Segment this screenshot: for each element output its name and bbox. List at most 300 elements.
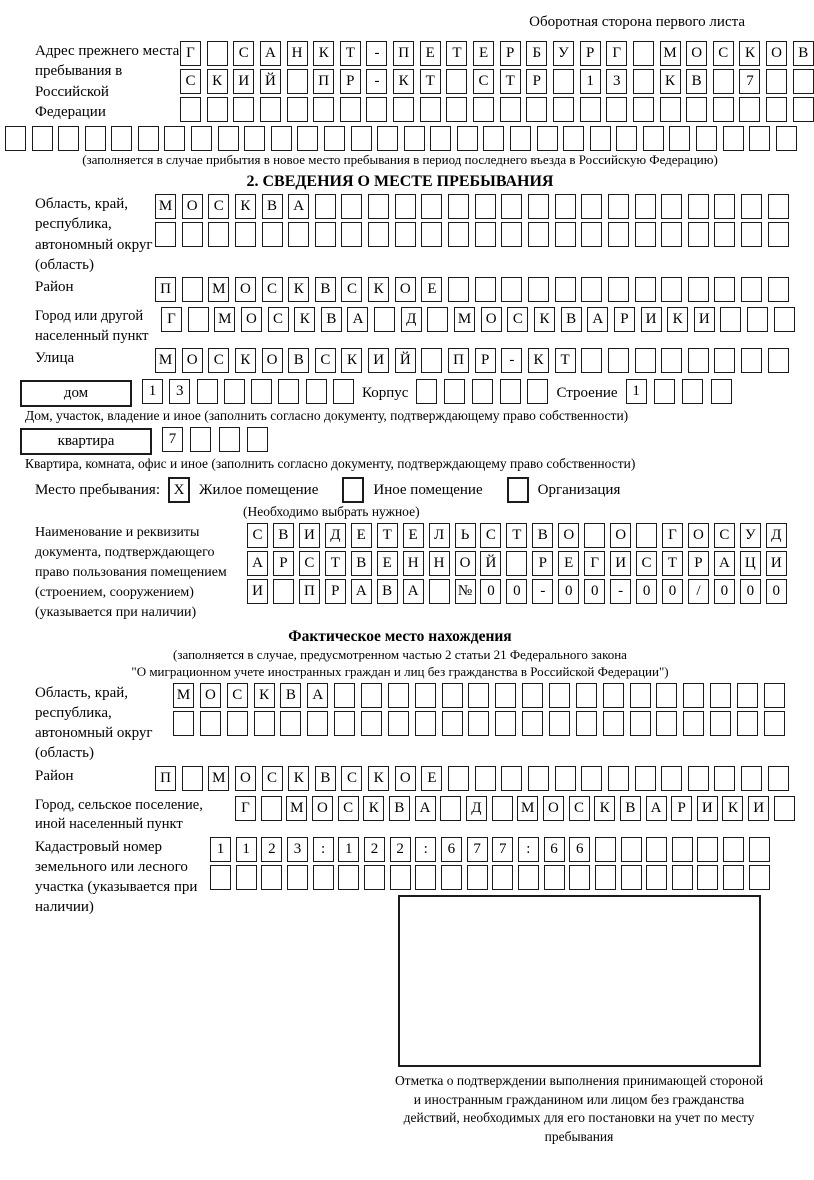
- char-box[interactable]: [429, 579, 450, 604]
- char-box[interactable]: С: [480, 523, 501, 548]
- char-box[interactable]: П: [155, 277, 176, 302]
- char-box[interactable]: К: [722, 796, 743, 821]
- char-box[interactable]: [273, 579, 294, 604]
- char-box[interactable]: [633, 97, 654, 122]
- char-box[interactable]: [313, 97, 334, 122]
- char-box[interactable]: [741, 348, 762, 373]
- char-box[interactable]: [581, 222, 602, 247]
- char-box[interactable]: [261, 865, 282, 890]
- char-box[interactable]: [374, 307, 395, 332]
- checkbox-other-premises[interactable]: [342, 477, 364, 503]
- char-box[interactable]: [492, 796, 513, 821]
- char-box[interactable]: :: [415, 837, 436, 862]
- char-box[interactable]: [500, 379, 521, 404]
- char-box[interactable]: [288, 222, 309, 247]
- char-box[interactable]: Е: [377, 551, 398, 576]
- char-box[interactable]: 0: [584, 579, 605, 604]
- char-box[interactable]: [713, 69, 734, 94]
- char-box[interactable]: [793, 69, 814, 94]
- char-box[interactable]: [723, 126, 744, 151]
- char-box[interactable]: [182, 766, 203, 791]
- char-box[interactable]: [393, 97, 414, 122]
- char-box[interactable]: Р: [526, 69, 547, 94]
- char-box[interactable]: [669, 126, 690, 151]
- char-box[interactable]: И: [766, 551, 787, 576]
- char-box[interactable]: [377, 126, 398, 151]
- char-box[interactable]: [553, 97, 574, 122]
- char-box[interactable]: [527, 379, 548, 404]
- char-box[interactable]: [672, 865, 693, 890]
- char-box[interactable]: М: [660, 41, 681, 66]
- char-box[interactable]: [233, 97, 254, 122]
- char-box[interactable]: [501, 222, 522, 247]
- char-box[interactable]: И: [610, 551, 631, 576]
- char-box[interactable]: О: [395, 766, 416, 791]
- char-box[interactable]: [580, 97, 601, 122]
- char-box[interactable]: [58, 126, 79, 151]
- char-box[interactable]: С: [338, 796, 359, 821]
- char-box[interactable]: [635, 222, 656, 247]
- char-box[interactable]: [776, 126, 797, 151]
- char-box[interactable]: А: [415, 796, 436, 821]
- char-box[interactable]: В: [389, 796, 410, 821]
- char-box[interactable]: [483, 126, 504, 151]
- char-box[interactable]: В: [288, 348, 309, 373]
- char-box[interactable]: А: [288, 194, 309, 219]
- char-box[interactable]: К: [393, 69, 414, 94]
- char-box[interactable]: [388, 711, 409, 736]
- char-box[interactable]: Р: [500, 41, 521, 66]
- char-box[interactable]: 6: [544, 837, 565, 862]
- char-box[interactable]: [251, 379, 272, 404]
- char-box[interactable]: [774, 307, 795, 332]
- char-box[interactable]: С: [569, 796, 590, 821]
- char-box[interactable]: О: [558, 523, 579, 548]
- char-box[interactable]: [635, 277, 656, 302]
- char-box[interactable]: В: [377, 579, 398, 604]
- char-box[interactable]: 1: [210, 837, 231, 862]
- char-box[interactable]: [501, 277, 522, 302]
- char-box[interactable]: [421, 194, 442, 219]
- char-box[interactable]: П: [313, 69, 334, 94]
- char-box[interactable]: [768, 766, 789, 791]
- char-box[interactable]: У: [740, 523, 761, 548]
- char-box[interactable]: Т: [325, 551, 346, 576]
- char-box[interactable]: [368, 194, 389, 219]
- char-box[interactable]: Р: [532, 551, 553, 576]
- char-box[interactable]: -: [532, 579, 553, 604]
- char-box[interactable]: 1: [142, 379, 163, 404]
- char-box[interactable]: [421, 222, 442, 247]
- char-box[interactable]: [688, 348, 709, 373]
- char-box[interactable]: [5, 126, 26, 151]
- char-box[interactable]: [555, 194, 576, 219]
- char-box[interactable]: [635, 766, 656, 791]
- char-box[interactable]: [262, 222, 283, 247]
- char-box[interactable]: И: [641, 307, 662, 332]
- char-box[interactable]: С: [507, 307, 528, 332]
- char-box[interactable]: С: [247, 523, 268, 548]
- char-box[interactable]: -: [366, 69, 387, 94]
- char-box[interactable]: [749, 126, 770, 151]
- char-box[interactable]: [210, 865, 231, 890]
- char-box[interactable]: [633, 69, 654, 94]
- char-box[interactable]: [334, 711, 355, 736]
- char-box[interactable]: А: [587, 307, 608, 332]
- char-box[interactable]: С: [262, 277, 283, 302]
- char-box[interactable]: [224, 379, 245, 404]
- char-box[interactable]: Ц: [740, 551, 761, 576]
- char-box[interactable]: 1: [626, 379, 647, 404]
- char-box[interactable]: [430, 126, 451, 151]
- char-box[interactable]: [555, 222, 576, 247]
- char-box[interactable]: [364, 865, 385, 890]
- char-box[interactable]: Е: [421, 277, 442, 302]
- char-box[interactable]: [421, 348, 442, 373]
- char-box[interactable]: Р: [325, 579, 346, 604]
- char-box[interactable]: [366, 97, 387, 122]
- char-box[interactable]: [415, 683, 436, 708]
- char-box[interactable]: [442, 683, 463, 708]
- char-box[interactable]: -: [366, 41, 387, 66]
- char-box[interactable]: О: [543, 796, 564, 821]
- char-box[interactable]: [711, 379, 732, 404]
- char-box[interactable]: [287, 69, 308, 94]
- char-box[interactable]: А: [351, 579, 372, 604]
- char-box[interactable]: Т: [506, 523, 527, 548]
- char-box[interactable]: [713, 97, 734, 122]
- char-box[interactable]: Т: [340, 41, 361, 66]
- char-box[interactable]: Г: [606, 41, 627, 66]
- char-box[interactable]: [361, 711, 382, 736]
- char-box[interactable]: В: [315, 766, 336, 791]
- char-box[interactable]: В: [532, 523, 553, 548]
- char-box[interactable]: [341, 194, 362, 219]
- char-box[interactable]: К: [288, 277, 309, 302]
- char-box[interactable]: [683, 711, 704, 736]
- char-box[interactable]: О: [610, 523, 631, 548]
- char-box[interactable]: [654, 379, 675, 404]
- char-box[interactable]: [190, 427, 211, 452]
- char-box[interactable]: Т: [377, 523, 398, 548]
- char-box[interactable]: С: [208, 194, 229, 219]
- char-box[interactable]: 7: [739, 69, 760, 94]
- char-box[interactable]: [749, 837, 770, 862]
- char-box[interactable]: [207, 41, 228, 66]
- char-box[interactable]: [739, 97, 760, 122]
- char-box[interactable]: [468, 683, 489, 708]
- char-box[interactable]: А: [403, 579, 424, 604]
- char-box[interactable]: [448, 277, 469, 302]
- char-box[interactable]: [244, 126, 265, 151]
- char-box[interactable]: Е: [420, 41, 441, 66]
- char-box[interactable]: [260, 97, 281, 122]
- char-box[interactable]: О: [481, 307, 502, 332]
- char-box[interactable]: [608, 766, 629, 791]
- char-box[interactable]: 0: [662, 579, 683, 604]
- char-box[interactable]: [603, 711, 624, 736]
- char-box[interactable]: [368, 222, 389, 247]
- char-box[interactable]: [643, 126, 664, 151]
- char-box[interactable]: К: [667, 307, 688, 332]
- char-box[interactable]: [697, 837, 718, 862]
- char-box[interactable]: Г: [235, 796, 256, 821]
- char-box[interactable]: К: [207, 69, 228, 94]
- char-box[interactable]: [307, 711, 328, 736]
- char-box[interactable]: Д: [466, 796, 487, 821]
- char-box[interactable]: Р: [475, 348, 496, 373]
- char-box[interactable]: К: [739, 41, 760, 66]
- char-box[interactable]: [741, 277, 762, 302]
- char-box[interactable]: [315, 222, 336, 247]
- char-box[interactable]: [549, 711, 570, 736]
- char-box[interactable]: С: [341, 766, 362, 791]
- char-box[interactable]: [155, 222, 176, 247]
- char-box[interactable]: М: [208, 766, 229, 791]
- char-box[interactable]: В: [280, 683, 301, 708]
- char-box[interactable]: [688, 277, 709, 302]
- char-box[interactable]: [333, 379, 354, 404]
- char-box[interactable]: [341, 222, 362, 247]
- char-box[interactable]: Р: [688, 551, 709, 576]
- char-box[interactable]: [656, 683, 677, 708]
- char-box[interactable]: [235, 222, 256, 247]
- char-box[interactable]: [182, 277, 203, 302]
- char-box[interactable]: Е: [421, 766, 442, 791]
- char-box[interactable]: М: [454, 307, 475, 332]
- char-box[interactable]: [313, 865, 334, 890]
- char-box[interactable]: [710, 711, 731, 736]
- char-box[interactable]: [723, 837, 744, 862]
- char-box[interactable]: [111, 126, 132, 151]
- char-box[interactable]: [646, 837, 667, 862]
- char-box[interactable]: О: [686, 41, 707, 66]
- char-box[interactable]: М: [517, 796, 538, 821]
- char-box[interactable]: [518, 865, 539, 890]
- char-box[interactable]: [696, 126, 717, 151]
- char-box[interactable]: М: [214, 307, 235, 332]
- char-box[interactable]: 0: [714, 579, 735, 604]
- char-box[interactable]: [475, 222, 496, 247]
- char-box[interactable]: [227, 711, 248, 736]
- char-box[interactable]: [646, 865, 667, 890]
- char-box[interactable]: [656, 711, 677, 736]
- char-box[interactable]: [590, 126, 611, 151]
- char-box[interactable]: 2: [261, 837, 282, 862]
- char-box[interactable]: 2: [364, 837, 385, 862]
- char-box[interactable]: Й: [260, 69, 281, 94]
- char-box[interactable]: [415, 865, 436, 890]
- char-box[interactable]: О: [200, 683, 221, 708]
- char-box[interactable]: [528, 766, 549, 791]
- char-box[interactable]: С: [713, 41, 734, 66]
- char-box[interactable]: [182, 222, 203, 247]
- char-box[interactable]: Р: [580, 41, 601, 66]
- char-box[interactable]: Й: [480, 551, 501, 576]
- char-box[interactable]: К: [288, 766, 309, 791]
- char-box[interactable]: [636, 523, 657, 548]
- char-box[interactable]: [510, 126, 531, 151]
- char-box[interactable]: И: [694, 307, 715, 332]
- char-box[interactable]: Е: [473, 41, 494, 66]
- char-box[interactable]: С: [315, 348, 336, 373]
- char-box[interactable]: [306, 379, 327, 404]
- char-box[interactable]: [764, 711, 785, 736]
- char-box[interactable]: Р: [614, 307, 635, 332]
- char-box[interactable]: [661, 766, 682, 791]
- char-box[interactable]: [495, 711, 516, 736]
- char-box[interactable]: [768, 194, 789, 219]
- char-box[interactable]: [219, 427, 240, 452]
- char-box[interactable]: [500, 97, 521, 122]
- char-box[interactable]: [741, 222, 762, 247]
- char-box[interactable]: [85, 126, 106, 151]
- char-box[interactable]: [737, 683, 758, 708]
- char-box[interactable]: 2: [390, 837, 411, 862]
- char-box[interactable]: [621, 837, 642, 862]
- char-box[interactable]: [492, 865, 513, 890]
- char-box[interactable]: [768, 348, 789, 373]
- char-box[interactable]: Е: [351, 523, 372, 548]
- char-box[interactable]: Д: [401, 307, 422, 332]
- char-box[interactable]: К: [534, 307, 555, 332]
- char-box[interactable]: [633, 41, 654, 66]
- char-box[interactable]: Н: [403, 551, 424, 576]
- char-box[interactable]: [472, 379, 493, 404]
- char-box[interactable]: 1: [338, 837, 359, 862]
- char-box[interactable]: 6: [441, 837, 462, 862]
- char-box[interactable]: [446, 97, 467, 122]
- char-box[interactable]: [528, 277, 549, 302]
- char-box[interactable]: [404, 126, 425, 151]
- char-box[interactable]: [555, 277, 576, 302]
- char-box[interactable]: [606, 97, 627, 122]
- char-box[interactable]: О: [766, 41, 787, 66]
- char-box[interactable]: [390, 865, 411, 890]
- char-box[interactable]: Й: [395, 348, 416, 373]
- char-box[interactable]: [714, 277, 735, 302]
- char-box[interactable]: [501, 194, 522, 219]
- char-box[interactable]: С: [268, 307, 289, 332]
- char-box[interactable]: А: [646, 796, 667, 821]
- char-box[interactable]: В: [561, 307, 582, 332]
- char-box[interactable]: С: [227, 683, 248, 708]
- char-box[interactable]: [569, 865, 590, 890]
- char-box[interactable]: 7: [467, 837, 488, 862]
- char-box[interactable]: Д: [325, 523, 346, 548]
- char-box[interactable]: [427, 307, 448, 332]
- char-box[interactable]: [710, 683, 731, 708]
- char-box[interactable]: О: [182, 348, 203, 373]
- char-box[interactable]: [164, 126, 185, 151]
- char-box[interactable]: [661, 348, 682, 373]
- char-box[interactable]: [207, 97, 228, 122]
- char-box[interactable]: К: [528, 348, 549, 373]
- char-box[interactable]: Г: [161, 307, 182, 332]
- char-box[interactable]: О: [455, 551, 476, 576]
- char-box[interactable]: С: [233, 41, 254, 66]
- char-box[interactable]: В: [321, 307, 342, 332]
- char-box[interactable]: Е: [403, 523, 424, 548]
- char-box[interactable]: К: [368, 277, 389, 302]
- char-box[interactable]: [448, 194, 469, 219]
- char-box[interactable]: И: [697, 796, 718, 821]
- char-box[interactable]: [661, 277, 682, 302]
- char-box[interactable]: К: [313, 41, 334, 66]
- char-box[interactable]: 7: [162, 427, 183, 452]
- char-box[interactable]: [555, 766, 576, 791]
- char-box[interactable]: [501, 766, 522, 791]
- char-box[interactable]: [686, 97, 707, 122]
- char-box[interactable]: 0: [636, 579, 657, 604]
- char-box[interactable]: [475, 766, 496, 791]
- char-box[interactable]: :: [518, 837, 539, 862]
- char-box[interactable]: [741, 194, 762, 219]
- char-box[interactable]: С: [473, 69, 494, 94]
- char-box[interactable]: П: [393, 41, 414, 66]
- char-box[interactable]: [526, 97, 547, 122]
- char-box[interactable]: Т: [446, 41, 467, 66]
- char-box[interactable]: 0: [766, 579, 787, 604]
- char-box[interactable]: К: [594, 796, 615, 821]
- char-box[interactable]: И: [233, 69, 254, 94]
- char-box[interactable]: Н: [287, 41, 308, 66]
- char-box[interactable]: [544, 865, 565, 890]
- char-box[interactable]: [522, 683, 543, 708]
- char-box[interactable]: 6: [569, 837, 590, 862]
- char-box[interactable]: М: [286, 796, 307, 821]
- char-box[interactable]: [774, 796, 795, 821]
- char-box[interactable]: [766, 69, 787, 94]
- char-box[interactable]: [768, 222, 789, 247]
- char-box[interactable]: [737, 711, 758, 736]
- char-box[interactable]: [747, 307, 768, 332]
- char-box[interactable]: [340, 97, 361, 122]
- char-box[interactable]: [621, 865, 642, 890]
- char-box[interactable]: [388, 683, 409, 708]
- char-box[interactable]: [338, 865, 359, 890]
- char-box[interactable]: [603, 683, 624, 708]
- char-box[interactable]: [688, 766, 709, 791]
- char-box[interactable]: [138, 126, 159, 151]
- char-box[interactable]: А: [714, 551, 735, 576]
- char-box[interactable]: У: [553, 41, 574, 66]
- char-box[interactable]: [420, 97, 441, 122]
- char-box[interactable]: [581, 277, 602, 302]
- char-box[interactable]: [608, 222, 629, 247]
- char-box[interactable]: 0: [506, 579, 527, 604]
- char-box[interactable]: [297, 126, 318, 151]
- char-box[interactable]: №: [455, 579, 476, 604]
- char-box[interactable]: В: [315, 277, 336, 302]
- char-box[interactable]: [714, 194, 735, 219]
- char-box[interactable]: [442, 711, 463, 736]
- char-box[interactable]: [608, 194, 629, 219]
- char-box[interactable]: [749, 865, 770, 890]
- char-box[interactable]: [278, 379, 299, 404]
- char-box[interactable]: Е: [558, 551, 579, 576]
- char-box[interactable]: [581, 194, 602, 219]
- char-box[interactable]: 7: [492, 837, 513, 862]
- char-box[interactable]: 0: [558, 579, 579, 604]
- char-box[interactable]: К: [368, 766, 389, 791]
- char-box[interactable]: [395, 194, 416, 219]
- char-box[interactable]: А: [347, 307, 368, 332]
- char-box[interactable]: Р: [340, 69, 361, 94]
- char-box[interactable]: [723, 865, 744, 890]
- char-box[interactable]: [714, 766, 735, 791]
- char-box[interactable]: С: [299, 551, 320, 576]
